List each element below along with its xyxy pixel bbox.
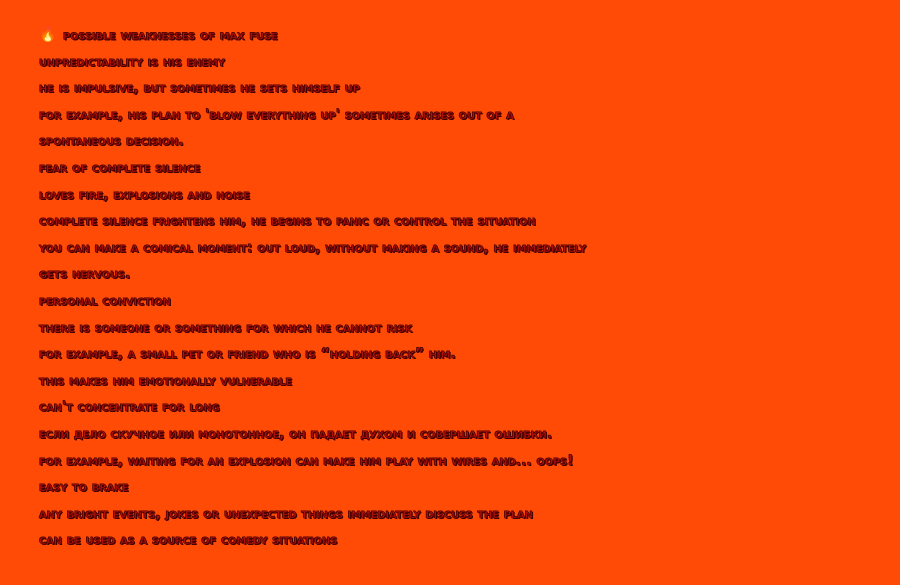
- text-line: any bright events, jokes or unexpected things immediately discuss the plan: [39, 505, 533, 522]
- text-line: for example, a small pet or friend who is “holding back” him.: [39, 346, 456, 363]
- text-line: can't concentrate for long: [39, 399, 220, 416]
- text-line: complete silence frightens him, he begins to panic or control the situation: [39, 213, 536, 230]
- text-line: for example, waiting for an explosion can make him play with wires and... oops!: [39, 452, 574, 469]
- text-line: если дело скучное или монотонное, он падает духом и совершает ошибки.: [39, 425, 553, 442]
- text-line: spontaneous decision.: [39, 133, 184, 150]
- text-line: fear of complete silence: [39, 159, 201, 176]
- text-line: easy to brake: [39, 479, 129, 496]
- text-line: can be used as a source of comedy situations: [39, 532, 338, 549]
- heading-line: [39, 22, 879, 49]
- weaknesses-text-block: [39, 22, 879, 554]
- text-line: unpredictability is his enemy: [39, 53, 225, 70]
- text-line: loves fire, explosions and noise: [39, 186, 250, 203]
- text-line: he is impulsive, but sometimes he sets himself up: [39, 80, 360, 97]
- text-line: you can make a comical moment: out loud, without making a sound, he immediately: [39, 239, 587, 256]
- text-line: this makes him emotionally vulnerable: [39, 372, 292, 389]
- fire-icon: 🔥: [39, 27, 57, 43]
- heading-text: possible weaknesses of max fuse: [63, 27, 278, 44]
- text-line: personal conviction: [39, 292, 171, 309]
- text-line: gets nervous.: [39, 266, 131, 283]
- text-line: for example, his plan to 'blow everything up' sometimes arises out of a: [39, 106, 514, 123]
- text-line: there is someone or something for which he cannot risk: [39, 319, 413, 336]
